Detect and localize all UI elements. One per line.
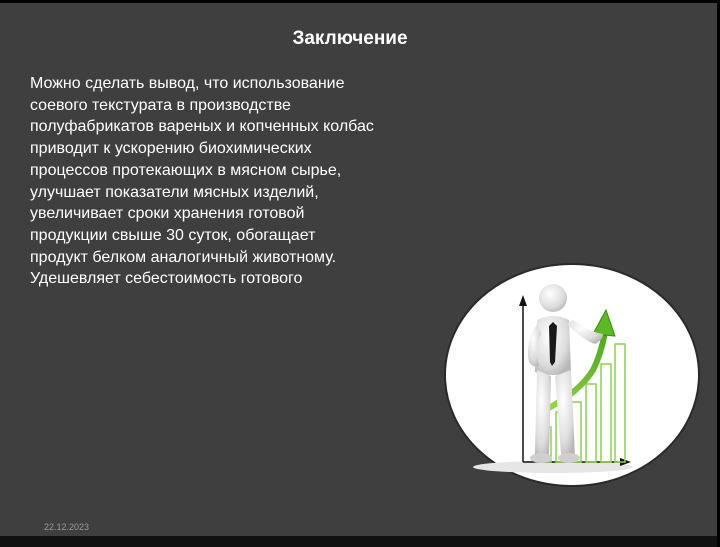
growth-chart-figure-icon bbox=[443, 262, 701, 488]
slide-title-text: Заключение bbox=[292, 28, 408, 49]
slide-date: 22.12.2023 bbox=[44, 522, 90, 532]
slide-title bbox=[0, 28, 700, 50]
top-border bbox=[0, 0, 720, 3]
growth-illustration bbox=[443, 262, 701, 488]
slide-body-text: Можно сделать вывод, что использование соевого текстурата в производстве полуфабрикатов вареных и копченных колбас приводит к ускорению биохимических процессов протекающих в мясном сырье, улучшает показатели мясных изделий, увеличивает сроки хранения готовой продукции свыше 30 суток, обогащает продукт белком аналогичный животному. Удешевляет себестоимость готового bbox=[30, 75, 374, 288]
bottom-border bbox=[0, 536, 720, 547]
